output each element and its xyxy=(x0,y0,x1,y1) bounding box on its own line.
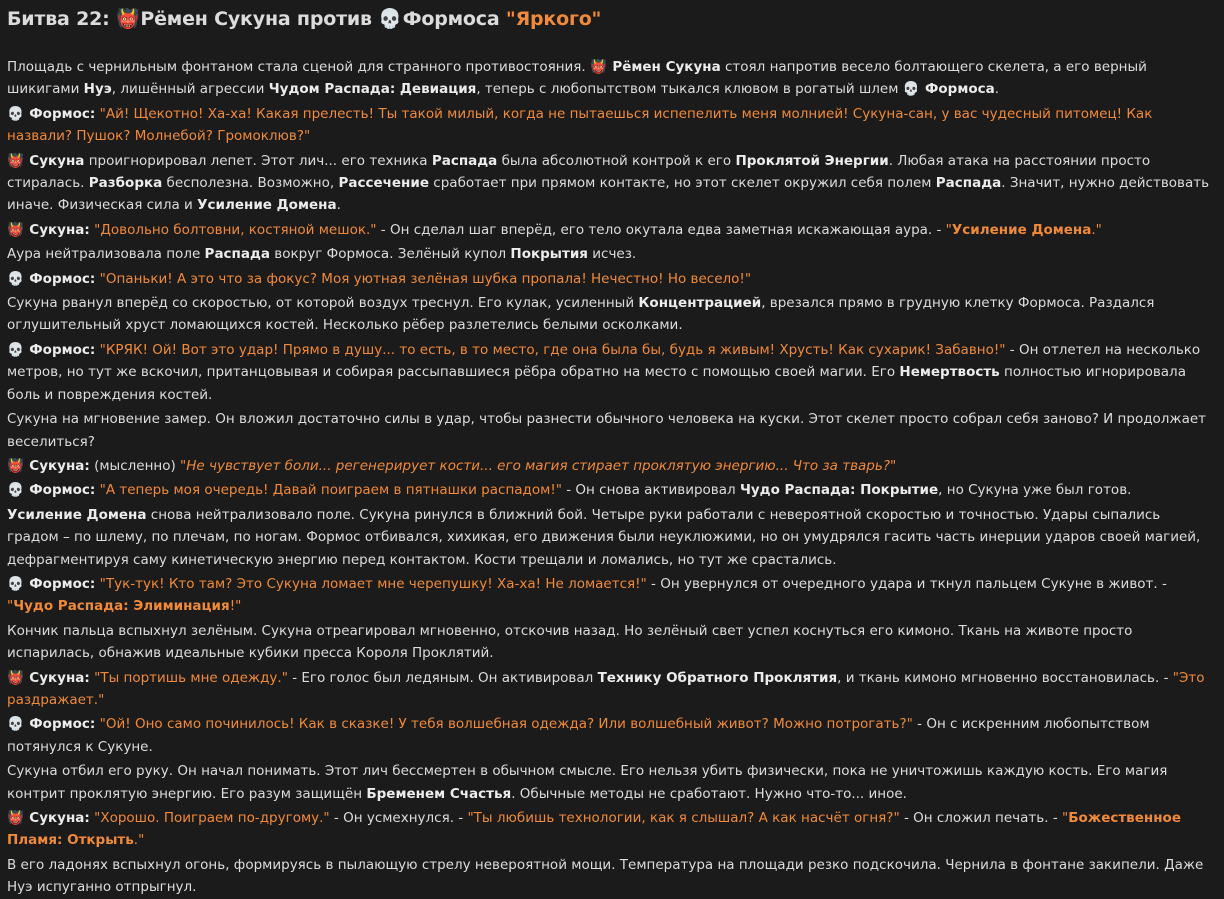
text: вокруг Формоса. Зелёный купол xyxy=(270,246,511,263)
name-highlight: Распада xyxy=(935,175,1002,192)
name-highlight: Усиление Домена xyxy=(197,197,337,214)
dialogue-line xyxy=(7,268,1216,290)
page-title xyxy=(7,4,1216,34)
devil-icon: 👹 xyxy=(7,152,24,169)
quote-mark: " xyxy=(7,598,14,615)
dialogue-line xyxy=(7,713,1216,758)
skull-icon: 💀 xyxy=(7,482,24,499)
speaker-name: Формос: xyxy=(29,716,96,733)
quote-mark: !" xyxy=(229,598,242,615)
name-highlight: Усиление Домена xyxy=(7,506,147,523)
text: , но Сукуна уже был готов. xyxy=(938,482,1132,499)
text: Аура нейтрализовала поле xyxy=(7,246,205,263)
skull-icon: 💀 xyxy=(7,270,24,287)
devil-icon: 👹 xyxy=(7,221,24,238)
text: - Он сложил печать. - xyxy=(899,810,1062,826)
text: стоял напротив весело болтающего скелета, а его верный шикигами xyxy=(7,59,1147,98)
speaker-name: Сукуна: xyxy=(29,810,90,826)
technique-name: Божественное Пламя: Открыть xyxy=(7,810,1181,849)
name-highlight: Распада xyxy=(431,152,498,169)
dialogue-line xyxy=(7,479,1216,501)
text: - Он увернулся от очередного удара и ткнул пальцем Сукуне в живот. - xyxy=(646,575,1167,592)
text: . Любая атака на расстоянии просто стиралась. xyxy=(7,152,1151,192)
speaker-name: Формос: xyxy=(29,270,96,287)
quote: "Ты портишь мне одежду." xyxy=(94,669,288,686)
speaker-name: Формос: xyxy=(29,482,96,499)
skull-icon: 💀 xyxy=(7,341,24,358)
narration-paragraph xyxy=(7,760,1216,805)
quote-mark: " xyxy=(1061,810,1069,826)
name-highlight: Распада xyxy=(204,246,271,263)
text: - Он отлетел на несколько метров, но тут же вскочил, пританцовывая и собирая рассыпавшиеся рёбра обратно на место с помощью своей магии. Его xyxy=(7,341,1201,381)
text: - Его голос был ледяным. Он активировал xyxy=(287,669,598,686)
title-prefix: Битва 22: xyxy=(7,8,110,30)
quote-mark: ." xyxy=(1091,221,1102,238)
dialogue-line xyxy=(7,807,1216,852)
name-highlight: Технику Обратного Проклятия xyxy=(597,669,838,686)
text: В его ладонях вспыхнул огонь, формируясь в пылающую стрелу невероятной мощи. Температура на площади резко подскочила. Чернила в фонтане закипели. Даже Нуэ испуганно отпрыгнул. xyxy=(7,856,1204,896)
quote: "Опаньки! А это что за фокус? Моя уютная зелёная шубка пропала! Нечестно! Но весело!" xyxy=(99,270,752,287)
text: снова нейтрализовало поле. Сукуна ринулся в ближний бой. Четыре руки работали с невероятной скоростью и точностью. Удары сыпались градом – по шлему, по плечам, по ногам. Формос отбивался, хихикая, его движения были неуклюжими, но он умудрялся гасить часть инерции ударов своей магией, дефрагментируя саму кинетическую энергию перед контактом. Кости трещали и ломались, но тут же срастались. xyxy=(7,506,1201,568)
devil-icon: 👹 xyxy=(7,457,24,474)
quote xyxy=(946,222,1102,238)
name-highlight: Концентрацией xyxy=(638,295,762,312)
text: , теперь с любопытством тыкался клювом в рогатый шлем xyxy=(476,81,903,98)
dialogue-line xyxy=(7,667,1216,712)
thought-quote: "Не чувствует боли... регенерирует кости... его магия стирает проклятую энергию... Что за тварь?" xyxy=(180,457,897,474)
speaker-name: Сукуна: xyxy=(29,457,90,474)
quote: "Хорошо. Поиграем по-другому." xyxy=(94,810,330,826)
quote: "Ой! Оно само починилось! Как в сказке! У тебя волшебная одежда? Или волшебный живот? Можно потрогать?" xyxy=(99,716,913,733)
narration-paragraph xyxy=(7,620,1216,665)
narration-paragraph xyxy=(7,56,1216,101)
skull-icon: 💀 xyxy=(902,81,920,98)
name-highlight: Разборка xyxy=(88,175,163,192)
name-highlight: Чудом Распада: Девиация xyxy=(268,81,477,98)
name-highlight: Сукуна xyxy=(29,152,85,169)
text: Сукуна рванул вперёд со скоростью, от которой воздух треснул. Его кулак, усиленный xyxy=(7,295,639,312)
quote-mark: ." xyxy=(133,832,145,849)
speaker-name: Формос: xyxy=(29,105,96,122)
text: , лишённый агрессии xyxy=(111,81,269,98)
narration-paragraph xyxy=(7,408,1216,453)
speaker-name: Сукуна: xyxy=(29,221,90,238)
text: бесполезна. Возможно, xyxy=(162,175,339,192)
technique-name: Усиление Домена xyxy=(951,221,1092,238)
speaker-name: Формос: xyxy=(29,341,96,358)
title-vs: против xyxy=(296,8,372,30)
text: Сукуна отбил его руку. Он начал понимать. Этот лич бессмертен в обычном смысле. Его нельзя убить физически, пока не уничтожишь каждую кость. Его магия контрит проклятую энергию. Его разум защищён xyxy=(7,763,1168,802)
text: исчез. xyxy=(587,246,637,263)
quote: "Ай! Щекотно! Ха-ха! Какая прелесть! Ты такой милый, когда не пытаешься испепелить меня молнией! Сукуна-сан, у вас чудесный питомец! Как назвали? Пушок? Молнебой? Громоклюв?" xyxy=(7,105,1153,145)
dialogue-line xyxy=(7,339,1216,406)
text: - Он сделал шаг вперёд, его тело окутала едва заметная искажающая аура. - xyxy=(376,221,946,238)
quote: "КРЯК! Ой! Вот это удар! Прямо в душу... то есть, в то место, где она была бы, будь я живым! Хрусть! Как сухарик! Забавно!" xyxy=(99,341,1006,358)
text: (мысленно) xyxy=(89,457,181,474)
quote: "Тук-тук! Кто там? Это Сукуна ломает мне черепушку! Ха-ха! Не ломается!" xyxy=(99,575,647,592)
speaker-name: Формос: xyxy=(29,575,96,592)
title-epithet: "Яркого" xyxy=(505,8,602,30)
text: полностью игнорировала боль и повреждения костей. xyxy=(7,364,1186,403)
quote: "А теперь моя очередь! Давай поиграем в пятнашки распадом!" xyxy=(99,482,562,499)
text: . Обычные методы не сработают. Нужно что-то... иное. xyxy=(511,785,907,802)
name-highlight: Бременем Счастья xyxy=(366,785,512,802)
dialogue-line xyxy=(7,103,1216,148)
name-highlight: Немертвость xyxy=(899,364,1000,381)
quote: "Довольно болтовни, костяной мешок." xyxy=(94,221,377,238)
narration-paragraph xyxy=(7,292,1216,337)
skull-icon: 💀 xyxy=(7,716,24,733)
text: - Он снова активировал xyxy=(561,482,740,499)
name-highlight: Нуэ xyxy=(83,81,112,98)
name-highlight: Рёмен Сукуна xyxy=(612,59,721,75)
text: проигнорировал лепет. Этот лич... его техника xyxy=(84,152,432,169)
text: , врезался прямо в грудную клетку Формоса. Раздался оглушительный хруст ломающихся костей. Несколько рёбер разлетелись белыми осколками. xyxy=(7,295,1155,334)
text: Сукуна на мгновение замер. Он вложил достаточно силы в удар, чтобы разнести обычного человека на куски. Этот скелет просто собрал себя заново? И продолжает веселиться? xyxy=(7,411,1207,450)
devil-icon: 👹 xyxy=(590,59,607,75)
name-highlight: Чудо Распада: Покрытие xyxy=(739,482,939,499)
quote-mark: " xyxy=(945,221,952,238)
skull-icon: 💀 xyxy=(7,105,24,122)
name-highlight: Проклятой Энергии xyxy=(735,152,889,169)
skull-icon: 💀 xyxy=(7,575,24,592)
dialogue-line xyxy=(7,573,1216,618)
text: сработает при прямом контакте, но этот скелет окружил себя полем xyxy=(429,175,936,192)
text: . Значит, нужно действовать иначе. Физическая сила и xyxy=(7,175,1210,214)
text: . xyxy=(994,81,1000,98)
title-fighter2: Формоса xyxy=(402,8,500,30)
devil-icon: 👹 xyxy=(7,669,24,686)
speaker-name: Сукуна: xyxy=(29,669,90,686)
technique-name: Чудо Распада: Элиминация xyxy=(13,598,230,615)
text: была абсолютной контрой к его xyxy=(497,152,736,169)
text: Кончик пальца вспыхнул зелёным. Сукуна отреагировал мгновенно, отскочив назад. Но зелёный свет успел коснуться его кимоно. Ткань на животе просто испарилась, обнажив идеальные кубики пресса Короля Проклятий. xyxy=(7,622,1133,662)
text: , и ткань кимоно мгновенно восстановилась. - xyxy=(837,669,1173,686)
narration-paragraph xyxy=(7,243,1216,265)
title-fighter1: Рёмен Сукуна xyxy=(140,8,291,30)
narration-paragraph xyxy=(7,504,1216,571)
dialogue-line xyxy=(7,219,1216,241)
devil-icon: 👹 xyxy=(7,810,24,826)
skull-icon: 💀 xyxy=(378,8,402,30)
quote xyxy=(7,598,241,614)
name-highlight: Покрытия xyxy=(510,246,588,263)
dialogue-line xyxy=(7,455,1216,477)
name-highlight: Рассечение xyxy=(338,175,430,192)
name-highlight: Формоса xyxy=(925,81,995,98)
text: - Он усмехнулся. - xyxy=(329,810,468,826)
text: Площадь с чернильным фонтаном стала сценой для странного противостояния. xyxy=(7,59,591,75)
text: - Он с искренним любопытством потянулся к Сукуне. xyxy=(7,716,1150,755)
text: . xyxy=(336,197,341,214)
devil-icon: 👹 xyxy=(115,8,140,30)
quote: "Это раздражает." xyxy=(7,669,1205,708)
quote: "Ты любишь технологии, как я слышал? А как насчёт огня?" xyxy=(467,810,900,826)
narration-paragraph xyxy=(7,150,1216,217)
